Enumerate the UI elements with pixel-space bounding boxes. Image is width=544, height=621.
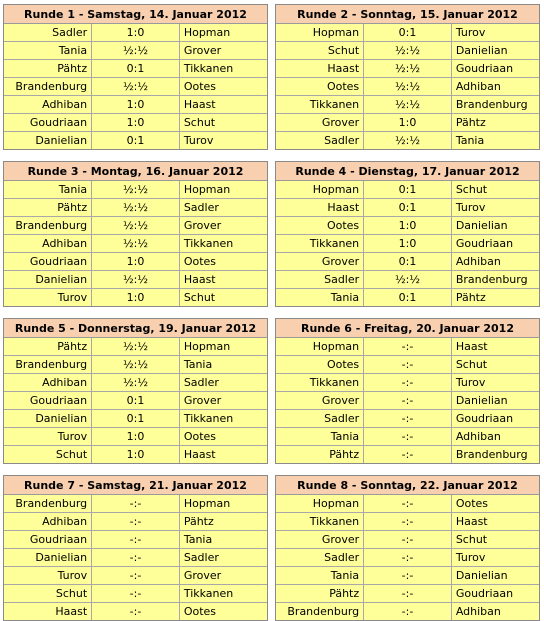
game-row xyxy=(276,531,539,549)
game-row xyxy=(4,24,267,42)
game-row xyxy=(4,96,267,114)
black-player: Grover xyxy=(179,42,267,60)
white-player: Danielian xyxy=(4,132,92,150)
round-table-7 xyxy=(3,475,268,621)
white-player: Tikkanen xyxy=(276,513,364,531)
round-title: Runde 1 - Samstag, 14. Januar 2012 xyxy=(4,5,267,24)
black-player: Tania xyxy=(179,356,267,374)
black-player: Adhiban xyxy=(451,253,539,271)
white-player: Grover xyxy=(276,253,364,271)
game-result: 1:0 xyxy=(92,289,180,307)
black-player: Brandenburg xyxy=(451,446,539,464)
black-player: Grover xyxy=(179,567,267,585)
black-player: Schut xyxy=(179,114,267,132)
game-result: 0:1 xyxy=(364,24,452,42)
game-result: ½:½ xyxy=(364,132,452,150)
game-result: ½:½ xyxy=(92,271,180,289)
black-player: Adhiban xyxy=(451,78,539,96)
game-result: 0:1 xyxy=(92,392,180,410)
game-result: 0:1 xyxy=(364,253,452,271)
game-result: 1:0 xyxy=(92,253,180,271)
game-row xyxy=(4,60,267,78)
black-player: Danielian xyxy=(451,567,539,585)
black-player: Turov xyxy=(451,24,539,42)
game-result: -:- xyxy=(92,585,180,603)
game-result: -:- xyxy=(364,374,452,392)
white-player: Brandenburg xyxy=(276,603,364,621)
white-player: Hopman xyxy=(276,24,364,42)
game-result: ½:½ xyxy=(92,217,180,235)
game-row xyxy=(276,338,539,356)
game-row xyxy=(4,289,267,307)
black-player: Adhiban xyxy=(451,603,539,621)
game-result: -:- xyxy=(92,531,180,549)
game-result: -:- xyxy=(92,513,180,531)
game-row xyxy=(4,199,267,217)
white-player: Danielian xyxy=(4,271,92,289)
game-result: 1:0 xyxy=(92,428,180,446)
white-player: Schut xyxy=(4,585,92,603)
white-player: Adhiban xyxy=(4,513,92,531)
black-player: Tania xyxy=(451,132,539,150)
game-result: -:- xyxy=(364,410,452,428)
black-player: Hopman xyxy=(179,495,267,513)
round-table-4 xyxy=(275,161,540,307)
game-result: ½:½ xyxy=(92,199,180,217)
black-player: Sadler xyxy=(179,549,267,567)
black-player: Goudriaan xyxy=(451,585,539,603)
white-player: Adhiban xyxy=(4,235,92,253)
game-result: -:- xyxy=(364,513,452,531)
game-row xyxy=(4,531,267,549)
black-player: Brandenburg xyxy=(451,96,539,114)
game-result: -:- xyxy=(364,338,452,356)
game-row xyxy=(4,78,267,96)
black-player: Brandenburg xyxy=(451,271,539,289)
black-player: Pähtz xyxy=(451,114,539,132)
game-row xyxy=(4,374,267,392)
game-row xyxy=(276,289,539,307)
white-player: Haast xyxy=(276,199,364,217)
white-player: Hopman xyxy=(276,181,364,199)
white-player: Danielian xyxy=(4,549,92,567)
game-result: ½:½ xyxy=(364,60,452,78)
black-player: Haast xyxy=(179,271,267,289)
game-row xyxy=(4,253,267,271)
black-player: Turov xyxy=(179,132,267,150)
game-result: -:- xyxy=(364,495,452,513)
black-player: Ootes xyxy=(179,428,267,446)
game-row xyxy=(276,114,539,132)
white-player: Tania xyxy=(4,181,92,199)
game-result: 0:1 xyxy=(92,410,180,428)
game-row xyxy=(276,428,539,446)
game-result: ½:½ xyxy=(92,374,180,392)
game-row xyxy=(276,495,539,513)
game-row xyxy=(4,392,267,410)
black-player: Schut xyxy=(451,181,539,199)
white-player: Grover xyxy=(276,114,364,132)
black-player: Pähtz xyxy=(451,289,539,307)
black-player: Schut xyxy=(451,356,539,374)
game-result: 1:0 xyxy=(364,114,452,132)
white-player: Haast xyxy=(4,603,92,621)
white-player: Tikkanen xyxy=(276,374,364,392)
white-player: Grover xyxy=(276,531,364,549)
game-row xyxy=(276,199,539,217)
black-player: Sadler xyxy=(179,374,267,392)
white-player: Pähtz xyxy=(4,60,92,78)
white-player: Brandenburg xyxy=(4,78,92,96)
game-row xyxy=(4,446,267,464)
game-row xyxy=(276,78,539,96)
game-row xyxy=(276,96,539,114)
black-player: Tikkanen xyxy=(179,410,267,428)
game-result: 0:1 xyxy=(364,199,452,217)
round-table-3 xyxy=(3,161,268,307)
game-result: -:- xyxy=(364,392,452,410)
game-row xyxy=(276,603,539,621)
white-player: Ootes xyxy=(276,356,364,374)
black-player: Tikkanen xyxy=(179,585,267,603)
white-player: Pähtz xyxy=(4,199,92,217)
game-result: 1:0 xyxy=(92,96,180,114)
black-player: Tikkanen xyxy=(179,235,267,253)
white-player: Danielian xyxy=(4,410,92,428)
white-player: Tania xyxy=(276,428,364,446)
black-player: Tania xyxy=(179,531,267,549)
white-player: Ootes xyxy=(276,78,364,96)
game-result: ½:½ xyxy=(364,96,452,114)
white-player: Turov xyxy=(4,428,92,446)
game-row xyxy=(4,428,267,446)
game-result: ½:½ xyxy=(92,235,180,253)
white-player: Sadler xyxy=(276,410,364,428)
white-player: Pähtz xyxy=(276,585,364,603)
game-row xyxy=(276,392,539,410)
game-result: -:- xyxy=(364,428,452,446)
game-row xyxy=(276,271,539,289)
round-title: Runde 4 - Dienstag, 17. Januar 2012 xyxy=(276,162,539,181)
game-row xyxy=(276,235,539,253)
round-table-5 xyxy=(3,318,268,464)
game-result: 0:1 xyxy=(364,181,452,199)
game-result: -:- xyxy=(364,531,452,549)
game-row xyxy=(276,410,539,428)
game-result: -:- xyxy=(364,585,452,603)
black-player: Grover xyxy=(179,392,267,410)
black-player: Hopman xyxy=(179,338,267,356)
round-title: Runde 6 - Freitag, 20. Januar 2012 xyxy=(276,319,539,338)
game-row xyxy=(4,603,267,621)
game-row xyxy=(276,567,539,585)
game-row xyxy=(276,374,539,392)
game-result: 0:1 xyxy=(92,60,180,78)
black-player: Haast xyxy=(451,338,539,356)
game-row xyxy=(4,567,267,585)
game-result: 1:0 xyxy=(364,235,452,253)
white-player: Turov xyxy=(4,567,92,585)
white-player: Adhiban xyxy=(4,96,92,114)
black-player: Turov xyxy=(451,199,539,217)
white-player: Hopman xyxy=(276,338,364,356)
black-player: Danielian xyxy=(451,42,539,60)
round-table-1 xyxy=(3,4,268,150)
game-result: ½:½ xyxy=(364,271,452,289)
white-player: Tania xyxy=(4,42,92,60)
game-result: -:- xyxy=(364,567,452,585)
game-row xyxy=(276,585,539,603)
game-row xyxy=(4,549,267,567)
round-title: Runde 7 - Samstag, 21. Januar 2012 xyxy=(4,476,267,495)
black-player: Ootes xyxy=(179,253,267,271)
game-row xyxy=(4,132,267,150)
game-row xyxy=(276,24,539,42)
white-player: Goudriaan xyxy=(4,531,92,549)
white-player: Brandenburg xyxy=(4,495,92,513)
black-player: Ootes xyxy=(451,495,539,513)
white-player: Tania xyxy=(276,567,364,585)
white-player: Schut xyxy=(4,446,92,464)
white-player: Haast xyxy=(276,60,364,78)
game-row xyxy=(4,410,267,428)
game-result: -:- xyxy=(92,495,180,513)
black-player: Hopman xyxy=(179,181,267,199)
game-result: -:- xyxy=(364,603,452,621)
game-result: 0:1 xyxy=(92,132,180,150)
black-player: Sadler xyxy=(179,199,267,217)
black-player: Tikkanen xyxy=(179,60,267,78)
game-result: -:- xyxy=(92,603,180,621)
white-player: Pähtz xyxy=(276,446,364,464)
game-result: 1:0 xyxy=(92,114,180,132)
game-row xyxy=(276,356,539,374)
game-result: 1:0 xyxy=(92,24,180,42)
round-title: Runde 5 - Donnerstag, 19. Januar 2012 xyxy=(4,319,267,338)
game-result: ½:½ xyxy=(92,356,180,374)
game-result: -:- xyxy=(364,446,452,464)
game-result: 1:0 xyxy=(364,217,452,235)
game-row xyxy=(276,549,539,567)
black-player: Schut xyxy=(179,289,267,307)
white-player: Sadler xyxy=(4,24,92,42)
round-table-8 xyxy=(275,475,540,621)
game-result: ½:½ xyxy=(92,338,180,356)
round-table-2 xyxy=(275,4,540,150)
round-title: Runde 3 - Montag, 16. Januar 2012 xyxy=(4,162,267,181)
black-player: Ootes xyxy=(179,603,267,621)
white-player: Tania xyxy=(276,289,364,307)
black-player: Adhiban xyxy=(451,428,539,446)
white-player: Hopman xyxy=(276,495,364,513)
black-player: Turov xyxy=(451,374,539,392)
black-player: Pähtz xyxy=(179,513,267,531)
game-row xyxy=(4,181,267,199)
black-player: Grover xyxy=(179,217,267,235)
game-row xyxy=(4,217,267,235)
black-player: Danielian xyxy=(451,392,539,410)
white-player: Schut xyxy=(276,42,364,60)
game-row xyxy=(4,356,267,374)
game-row xyxy=(276,253,539,271)
game-row xyxy=(4,585,267,603)
white-player: Goudriaan xyxy=(4,392,92,410)
game-row xyxy=(276,60,539,78)
game-result: ½:½ xyxy=(92,42,180,60)
game-row xyxy=(4,495,267,513)
black-player: Turov xyxy=(451,549,539,567)
game-row xyxy=(4,114,267,132)
game-row xyxy=(276,446,539,464)
white-player: Tikkanen xyxy=(276,96,364,114)
white-player: Goudriaan xyxy=(4,253,92,271)
game-row xyxy=(4,338,267,356)
black-player: Schut xyxy=(451,531,539,549)
white-player: Brandenburg xyxy=(4,217,92,235)
black-player: Haast xyxy=(179,96,267,114)
black-player: Goudriaan xyxy=(451,410,539,428)
black-player: Danielian xyxy=(451,217,539,235)
white-player: Goudriaan xyxy=(4,114,92,132)
white-player: Ootes xyxy=(276,217,364,235)
round-title: Runde 2 - Sonntag, 15. Januar 2012 xyxy=(276,5,539,24)
round-title: Runde 8 - Sonntag, 22. Januar 2012 xyxy=(276,476,539,495)
game-row xyxy=(276,513,539,531)
round-table-6 xyxy=(275,318,540,464)
game-result: -:- xyxy=(92,549,180,567)
black-player: Ootes xyxy=(179,78,267,96)
game-result: ½:½ xyxy=(92,78,180,96)
white-player: Pähtz xyxy=(4,338,92,356)
white-player: Brandenburg xyxy=(4,356,92,374)
black-player: Goudriaan xyxy=(451,60,539,78)
white-player: Sadler xyxy=(276,271,364,289)
white-player: Grover xyxy=(276,392,364,410)
game-result: ½:½ xyxy=(364,78,452,96)
black-player: Goudriaan xyxy=(451,235,539,253)
game-result: 1:0 xyxy=(92,446,180,464)
white-player: Adhiban xyxy=(4,374,92,392)
white-player: Tikkanen xyxy=(276,235,364,253)
game-row xyxy=(276,181,539,199)
black-player: Hopman xyxy=(179,24,267,42)
white-player: Sadler xyxy=(276,132,364,150)
game-result: 0:1 xyxy=(364,289,452,307)
game-row xyxy=(4,235,267,253)
game-row xyxy=(276,132,539,150)
white-player: Sadler xyxy=(276,549,364,567)
black-player: Haast xyxy=(179,446,267,464)
game-result: -:- xyxy=(364,549,452,567)
game-row xyxy=(4,42,267,60)
game-result: ½:½ xyxy=(92,181,180,199)
game-result: -:- xyxy=(92,567,180,585)
game-row xyxy=(276,42,539,60)
white-player: Turov xyxy=(4,289,92,307)
game-row xyxy=(276,217,539,235)
game-row xyxy=(4,513,267,531)
game-result: -:- xyxy=(364,356,452,374)
black-player: Haast xyxy=(451,513,539,531)
game-result: ½:½ xyxy=(364,42,452,60)
game-row xyxy=(4,271,267,289)
